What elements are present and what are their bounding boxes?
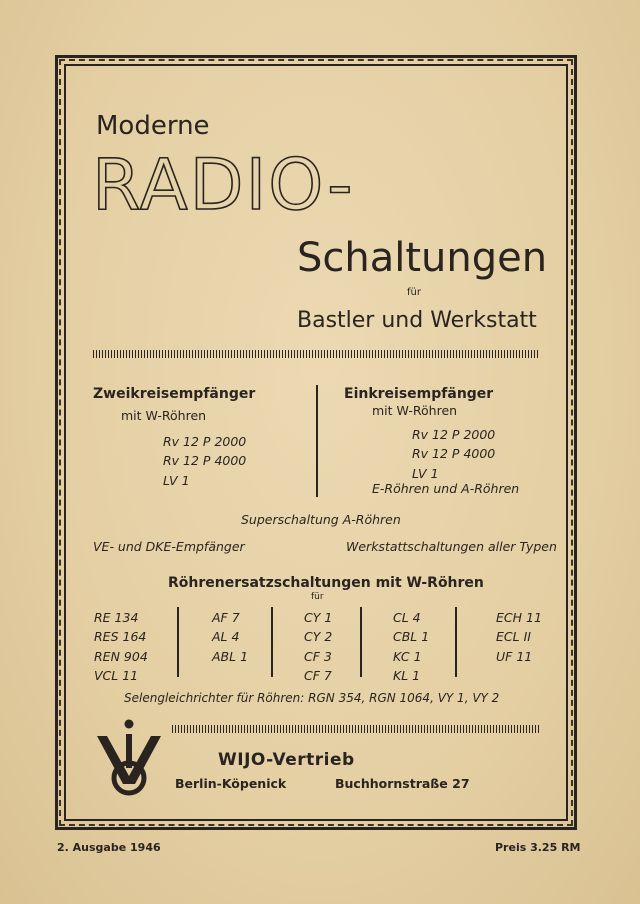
publisher-city: Berlin-Köpenick <box>175 776 287 791</box>
ersatz-col-1 <box>94 608 148 686</box>
ve-dke: VE- und DKE-Empfänger <box>93 539 245 554</box>
left-list <box>163 432 246 490</box>
list-item: LV 1 <box>163 472 190 488</box>
ersatz-heading: Röhrenersatzschaltungen mit W-Röhren <box>168 575 484 591</box>
hatched-rule <box>93 350 539 358</box>
list-item: REN 904 <box>94 648 148 664</box>
title-fuer: für <box>407 287 421 298</box>
list-item: UF 11 <box>496 648 533 664</box>
werkstatt: Werkstattschaltungen aller Typen <box>346 539 557 554</box>
list-item: Rv 12 P 4000 <box>412 446 496 462</box>
publisher-name: WIJO-Vertrieb <box>218 750 355 770</box>
list-item: Rv 12 P 2000 <box>412 427 496 442</box>
list-item: Rv 12 P 2000 <box>163 434 247 449</box>
column-divider <box>177 607 179 677</box>
ersatz-col-3 <box>304 608 332 686</box>
list-item: AF 7 <box>212 610 240 625</box>
left-heading: Zweikreisempfänger <box>93 386 256 402</box>
list-item: ABL 1 <box>212 648 249 664</box>
right-list <box>412 425 495 483</box>
list-item: Rv 12 P 4000 <box>163 453 247 469</box>
title-moderne: Moderne <box>96 111 210 141</box>
list-item: VCL 11 <box>94 668 139 684</box>
edition: 2. Ausgabe 1946 <box>57 841 161 854</box>
title-bastler: Bastler und Werkstatt <box>297 308 537 333</box>
list-item: CL 4 <box>393 610 421 625</box>
right-subtitle: mit W-Röhren <box>372 403 458 418</box>
ersatz-col-2 <box>212 608 248 666</box>
ersatz-fuer: für <box>311 592 324 602</box>
wijo-logo-icon <box>95 718 163 798</box>
ersatz-col-5 <box>496 608 542 666</box>
list-item: CY 2 <box>304 629 333 645</box>
list-item: KC 1 <box>393 648 422 664</box>
list-item: CBL 1 <box>393 629 430 645</box>
ersatz-col-4 <box>393 608 429 686</box>
list-item: AL 4 <box>212 629 240 645</box>
list-item: CY 1 <box>304 610 333 625</box>
list-item: LV 1 <box>412 465 439 481</box>
left-subtitle: mit W-Röhren <box>121 408 207 423</box>
publisher-street: Buchhornstraße 27 <box>335 776 470 791</box>
list-item: CF 7 <box>304 668 332 684</box>
title-schaltungen: Schaltungen <box>297 235 548 281</box>
title-radio: RADIO- <box>92 144 355 226</box>
right-heading: Einkreisempfänger <box>344 386 494 402</box>
column-divider <box>271 607 273 677</box>
column-divider <box>455 607 457 677</box>
column-divider <box>360 607 362 677</box>
section-divider <box>316 385 318 497</box>
list-item: RES 164 <box>94 629 147 645</box>
price: Preis 3.25 RM <box>495 841 581 854</box>
list-item: RE 134 <box>94 610 139 625</box>
selen-line: Selengleichrichter für Röhren: RGN 354, RGN 1064, VY 1, VY 2 <box>124 691 500 705</box>
list-item: CF 3 <box>304 648 332 664</box>
superschaltung: Superschaltung A-Röhren <box>241 512 401 527</box>
list-item: ECH 11 <box>496 610 542 625</box>
list-item: ECL II <box>496 629 531 645</box>
list-item: KL 1 <box>393 668 421 684</box>
hatched-rule <box>172 725 539 733</box>
right-e-roehren: E-Röhren und A-Röhren <box>372 481 520 496</box>
